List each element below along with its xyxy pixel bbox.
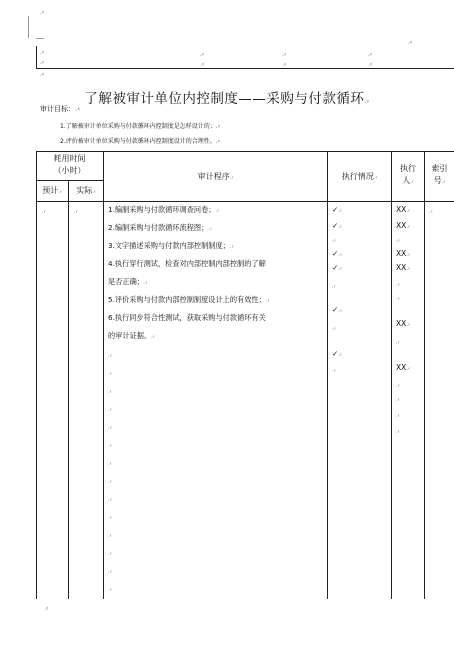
header-index-line1: 索引 bbox=[431, 164, 448, 173]
header-actual bbox=[69, 185, 103, 198]
status-mark: .‹ bbox=[338, 252, 342, 258]
footer-mark: .‹ bbox=[44, 605, 49, 612]
frame-cell-mark: .‹ bbox=[282, 51, 287, 58]
frame-bottom-line bbox=[36, 68, 454, 69]
executor-empty-mark: .‹ bbox=[396, 383, 400, 389]
empty-paragraph-mark: .‹ bbox=[108, 551, 112, 557]
empty-paragraph-mark: .‹ bbox=[108, 371, 112, 377]
procedure-status-divider bbox=[327, 151, 328, 599]
status-item bbox=[332, 349, 342, 360]
cell-mark-plan: .‹ bbox=[42, 209, 46, 215]
executor-mark: .‹ bbox=[406, 208, 410, 214]
executor-item bbox=[396, 235, 400, 246]
header-index-mark: .‹ bbox=[441, 179, 446, 185]
empty-paragraph-mark: .‹ bbox=[108, 407, 112, 413]
frame-cell-mark: .‹ bbox=[368, 61, 373, 68]
status-item bbox=[332, 221, 342, 232]
executor-item bbox=[396, 249, 410, 260]
goals-label-mark: .‹ bbox=[75, 105, 81, 113]
executor-item bbox=[396, 279, 400, 290]
procedure-item bbox=[108, 277, 148, 288]
page-title-text: 了解被审计单位内控制度——采购与付款循环 bbox=[84, 91, 365, 107]
procedure-mark: .‹ bbox=[143, 280, 148, 286]
empty-paragraph-mark: .‹ bbox=[108, 569, 112, 575]
executor-item bbox=[396, 293, 400, 304]
procedure-item bbox=[108, 313, 266, 322]
empty-paragraph-mark: .‹ bbox=[108, 443, 112, 449]
header-hours-line2: （小时） bbox=[53, 166, 86, 175]
status-check: ✓ bbox=[332, 221, 339, 230]
executor-item bbox=[396, 319, 410, 330]
page-title-mark: .‹ bbox=[364, 98, 370, 105]
status-item bbox=[332, 249, 342, 260]
status-mark: .‹ bbox=[338, 308, 342, 314]
executor-mark: .‹ bbox=[406, 366, 410, 372]
crop-mark-left bbox=[28, 16, 29, 38]
frame-cell-mark: .‹ bbox=[282, 61, 287, 68]
executor-mark: .‹ bbox=[396, 238, 400, 244]
frame-cell-mark: .‹ bbox=[200, 51, 205, 58]
header-executor-mark: .‹ bbox=[410, 179, 414, 185]
status-check: ✓ bbox=[332, 263, 339, 272]
executor-mark: .‹ bbox=[406, 224, 410, 230]
procedure-item bbox=[108, 223, 212, 234]
procedure-item bbox=[108, 331, 155, 342]
status-mark: .‹ bbox=[332, 238, 336, 244]
status-mark: .‹ bbox=[332, 326, 336, 332]
procedure-item bbox=[108, 241, 233, 252]
frame-cell-mark: .‹ bbox=[40, 71, 45, 78]
frame-cell-mark: .‹ bbox=[368, 51, 373, 58]
executor-mark: .‹ bbox=[396, 340, 400, 346]
header-executor-line1: 执行 bbox=[400, 164, 416, 173]
status-item bbox=[332, 365, 336, 376]
status-mark: .‹ bbox=[338, 266, 342, 272]
status-check: ✓ bbox=[332, 349, 339, 358]
goal-item-1-text: 1.了解被审计单位采购与付款循环内控制度是怎样设计的； bbox=[60, 123, 216, 130]
procedure-text: 2.编制采购与付款循环流程图； bbox=[108, 223, 209, 232]
empty-paragraph-mark: .‹ bbox=[108, 479, 112, 485]
empty-paragraph-mark: .‹ bbox=[108, 461, 112, 467]
goal-item-1-mark: .‹ bbox=[215, 123, 221, 130]
executor-empty-mark: .‹ bbox=[396, 429, 400, 435]
header-plan-mark: .‹ bbox=[58, 189, 62, 195]
executor-item bbox=[396, 263, 410, 274]
frame-cell-mark: .‹ bbox=[40, 49, 45, 56]
header-hours bbox=[36, 153, 103, 177]
executor-text: XX bbox=[396, 363, 407, 372]
header-actual-text: 实际 bbox=[76, 186, 93, 195]
audit-table bbox=[36, 151, 454, 599]
executor-text: XX bbox=[396, 221, 407, 230]
plan-actual-divider bbox=[68, 180, 69, 599]
hours-procedure-divider bbox=[103, 151, 104, 599]
header-executor bbox=[392, 163, 424, 188]
empty-paragraph-mark: .‹ bbox=[108, 497, 112, 503]
executor-empty-mark: .‹ bbox=[396, 413, 400, 419]
goals-label bbox=[40, 104, 80, 114]
empty-paragraph-mark: .‹ bbox=[108, 533, 112, 539]
status-check: ✓ bbox=[332, 249, 339, 258]
header-status bbox=[328, 171, 391, 184]
empty-paragraph-mark: .‹ bbox=[108, 587, 112, 593]
procedure-mark: .‹ bbox=[151, 334, 155, 340]
crop-mark-top bbox=[36, 38, 44, 39]
procedure-text: 的审计证据。 bbox=[108, 331, 152, 340]
executor-item bbox=[396, 363, 410, 374]
header-status-mark: .‹ bbox=[373, 175, 378, 181]
goal-item-2 bbox=[60, 136, 220, 145]
executor-item bbox=[396, 221, 410, 232]
status-mark: .‹ bbox=[338, 224, 342, 230]
status-mark: .‹ bbox=[332, 284, 336, 290]
header-executor-line2: 人 bbox=[402, 176, 411, 185]
procedure-text: 5.评价采购与付款内部控制制度设计上的有效性； bbox=[108, 295, 266, 304]
procedure-text: 6.执行同步符合性测试，获取采购与付款循环有关 bbox=[108, 313, 266, 322]
executor-mark: .‹ bbox=[396, 296, 400, 302]
procedure-mark: .‹ bbox=[229, 244, 234, 250]
header-plan bbox=[36, 185, 68, 198]
table-left-line bbox=[36, 151, 37, 599]
executor-index-divider bbox=[424, 151, 425, 599]
header-procedure-mark: .‹ bbox=[229, 175, 234, 181]
goal-item-2-mark: .‹ bbox=[215, 138, 221, 145]
executor-text: XX bbox=[396, 205, 407, 214]
cell-mark-index: .‹ bbox=[429, 209, 433, 215]
cell-mark-actual: .‹ bbox=[74, 209, 78, 215]
status-item bbox=[332, 235, 336, 246]
frame-left-line bbox=[36, 46, 37, 68]
procedure-text: 1.编制采购与付款循环调查问卷； bbox=[108, 205, 216, 214]
header-status-text: 执行情况 bbox=[341, 172, 374, 181]
empty-paragraph-mark: .‹ bbox=[108, 389, 112, 395]
executor-text: XX bbox=[396, 263, 407, 272]
status-mark: .‹ bbox=[338, 208, 342, 214]
procedure-item bbox=[108, 259, 266, 268]
empty-paragraph-mark: .‹ bbox=[108, 515, 112, 521]
empty-paragraph-mark: .‹ bbox=[108, 425, 112, 431]
status-mark: .‹ bbox=[332, 368, 336, 374]
executor-mark: .‹ bbox=[406, 322, 410, 328]
procedure-text: 是否正确； bbox=[108, 277, 144, 286]
frame-cell-mark: .‹ bbox=[200, 61, 205, 68]
procedure-item bbox=[108, 295, 269, 306]
procedure-item bbox=[108, 205, 219, 216]
header-actual-mark: .‹ bbox=[92, 189, 96, 195]
status-check: ✓ bbox=[332, 305, 339, 314]
procedure-mark: .‹ bbox=[265, 298, 270, 304]
status-executor-divider bbox=[391, 151, 392, 599]
executor-mark: .‹ bbox=[406, 266, 410, 272]
status-item bbox=[332, 305, 342, 316]
header-procedure bbox=[104, 171, 327, 184]
executor-item bbox=[396, 337, 400, 348]
executor-item bbox=[396, 205, 410, 216]
hours-sub-line bbox=[36, 180, 104, 181]
status-item bbox=[332, 205, 342, 216]
status-item bbox=[332, 281, 336, 292]
header-procedure-text: 审计程序 bbox=[197, 172, 230, 181]
executor-text: XX bbox=[396, 249, 407, 258]
status-mark: .‹ bbox=[338, 352, 342, 358]
procedure-text: 4.执行穿行测试，检查对内部控制内部控制的了解 bbox=[108, 259, 266, 268]
header-index-line2: 号 bbox=[433, 176, 442, 185]
executor-empty-mark: .‹ bbox=[396, 397, 400, 403]
goals-label-text: 审计目标： bbox=[40, 105, 75, 113]
executor-mark: .‹ bbox=[396, 282, 400, 288]
procedure-mark: .‹ bbox=[208, 226, 212, 232]
header-plan-text: 预计 bbox=[42, 186, 59, 195]
header-index bbox=[425, 163, 454, 188]
frame-cell-mark: .‹ bbox=[40, 59, 45, 66]
goal-item-2-text: 2.评价被审计单位采购与付款循环内控制度设计的合理性。 bbox=[60, 138, 216, 145]
executor-text: XX bbox=[396, 319, 407, 328]
status-check: ✓ bbox=[332, 205, 339, 214]
status-item bbox=[332, 323, 336, 334]
corner-mark: .‹ bbox=[40, 9, 45, 16]
corner-mark: .‹ bbox=[408, 39, 413, 46]
header-hours-line1: 耗用时间 bbox=[53, 154, 86, 163]
executor-mark: .‹ bbox=[406, 252, 410, 258]
procedure-mark: .‹ bbox=[215, 208, 220, 214]
status-item bbox=[332, 263, 342, 274]
procedure-text: 3.文字描述采购与付款内部控制制度； bbox=[108, 241, 230, 250]
empty-paragraph-mark: .‹ bbox=[108, 353, 112, 359]
goal-item-1 bbox=[60, 121, 220, 130]
